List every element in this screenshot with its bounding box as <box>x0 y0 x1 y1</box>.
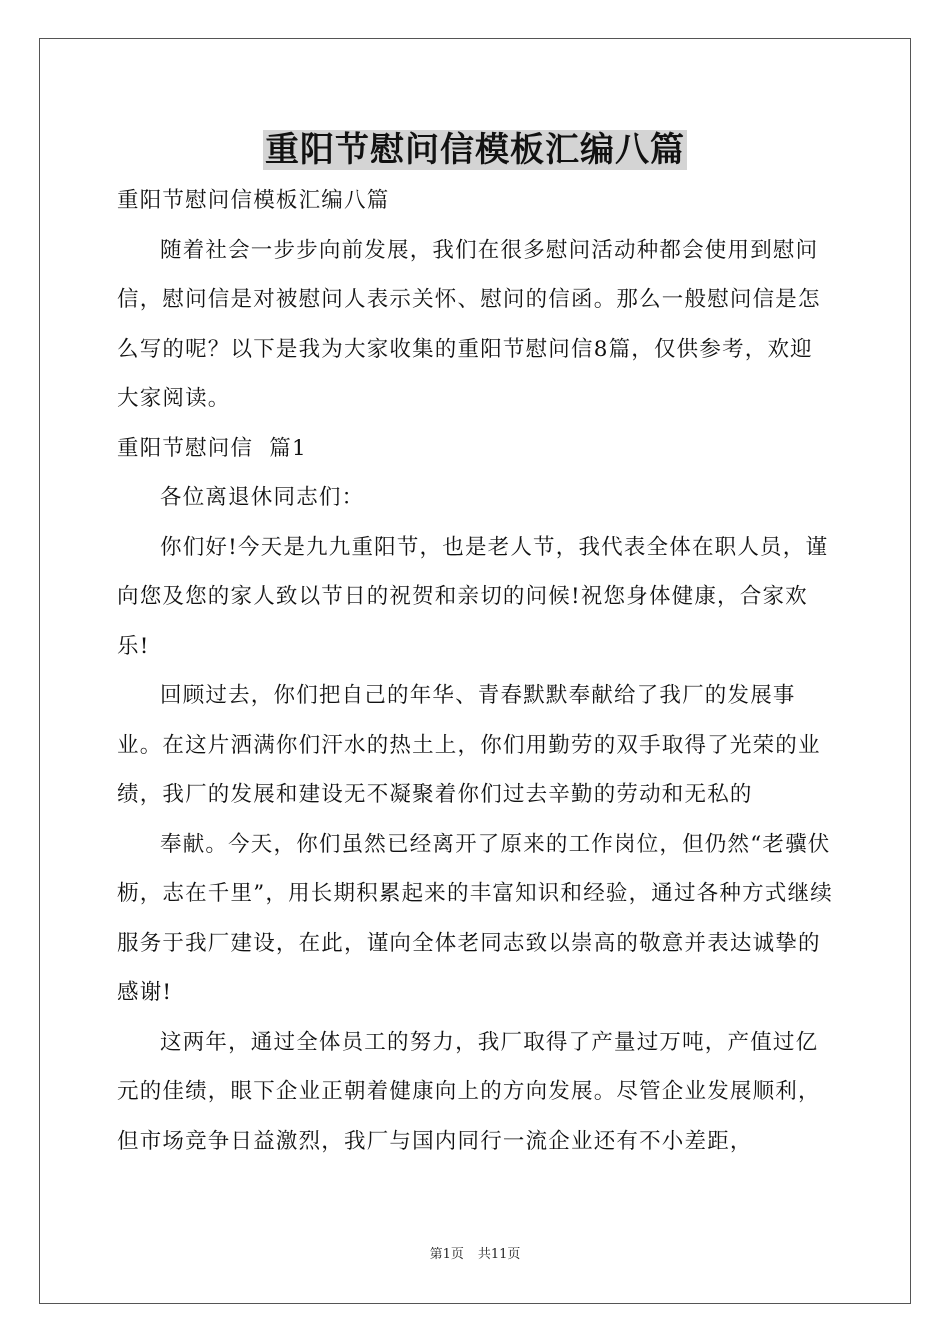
page-footer <box>0 1245 950 1265</box>
salutation: 各位离退休同志们： <box>160 485 365 510</box>
document-body <box>117 176 835 1166</box>
document-subtitle: 重阳节慰问信模板汇编八篇 <box>117 188 390 213</box>
page-number: 第1页 <box>429 1247 464 1262</box>
document-title-text: 重阳节慰问信模板汇编八篇 <box>265 130 685 170</box>
intro-paragraph: 随着社会一步步向前发展，我们在很多慰问活动种都会使用到慰问信，慰问信是对被慰问人表示关怀、慰问的信函。那么一般慰问信是怎么写的呢？以下是我为大家收集的重阳节慰问信8篇，仅供参考，欢迎大家阅读。 <box>117 237 821 411</box>
body-paragraph-1: 你们好!今天是九九重阳节，也是老人节，我代表全体在职人员，谨向您及您的家人致以节日的祝贺和亲切的问候!祝您身体健康，合家欢乐! <box>117 534 829 659</box>
section-heading: 重阳节慰问信 篇1 <box>117 435 307 461</box>
body-paragraph-4: 这两年，通过全体员工的努力，我厂取得了产量过万吨，产值过亿元的佳绩，眼下企业正朝着健康向上的方向发展。尽管企业发展顺利，但市场竞争日益激烈，我厂与国内同行一流企业还有不小差距， <box>117 1029 821 1154</box>
body-paragraph-2: 回顾过去，你们把自己的年华、青春默默奉献给了我厂的发展事业。在这片洒满你们汗水的热土上，你们用勤劳的双手取得了光荣的业绩，我厂的发展和建设无不凝聚着你们过去辛勤的劳动和无私的 <box>117 683 821 807</box>
body-paragraph-3: 奉献。今天，你们虽然已经离开了原来的工作岗位，但仍然“老骥伏枥，志在千里”，用长期积累起来的丰富知识和经验，通过各种方式继续服务于我厂建设，在此，谨向全体老同志致以崇高的敬意并表达诚挚的感谢! <box>117 831 833 1005</box>
page-total: 共11页 <box>477 1247 521 1262</box>
document-title <box>0 127 950 173</box>
